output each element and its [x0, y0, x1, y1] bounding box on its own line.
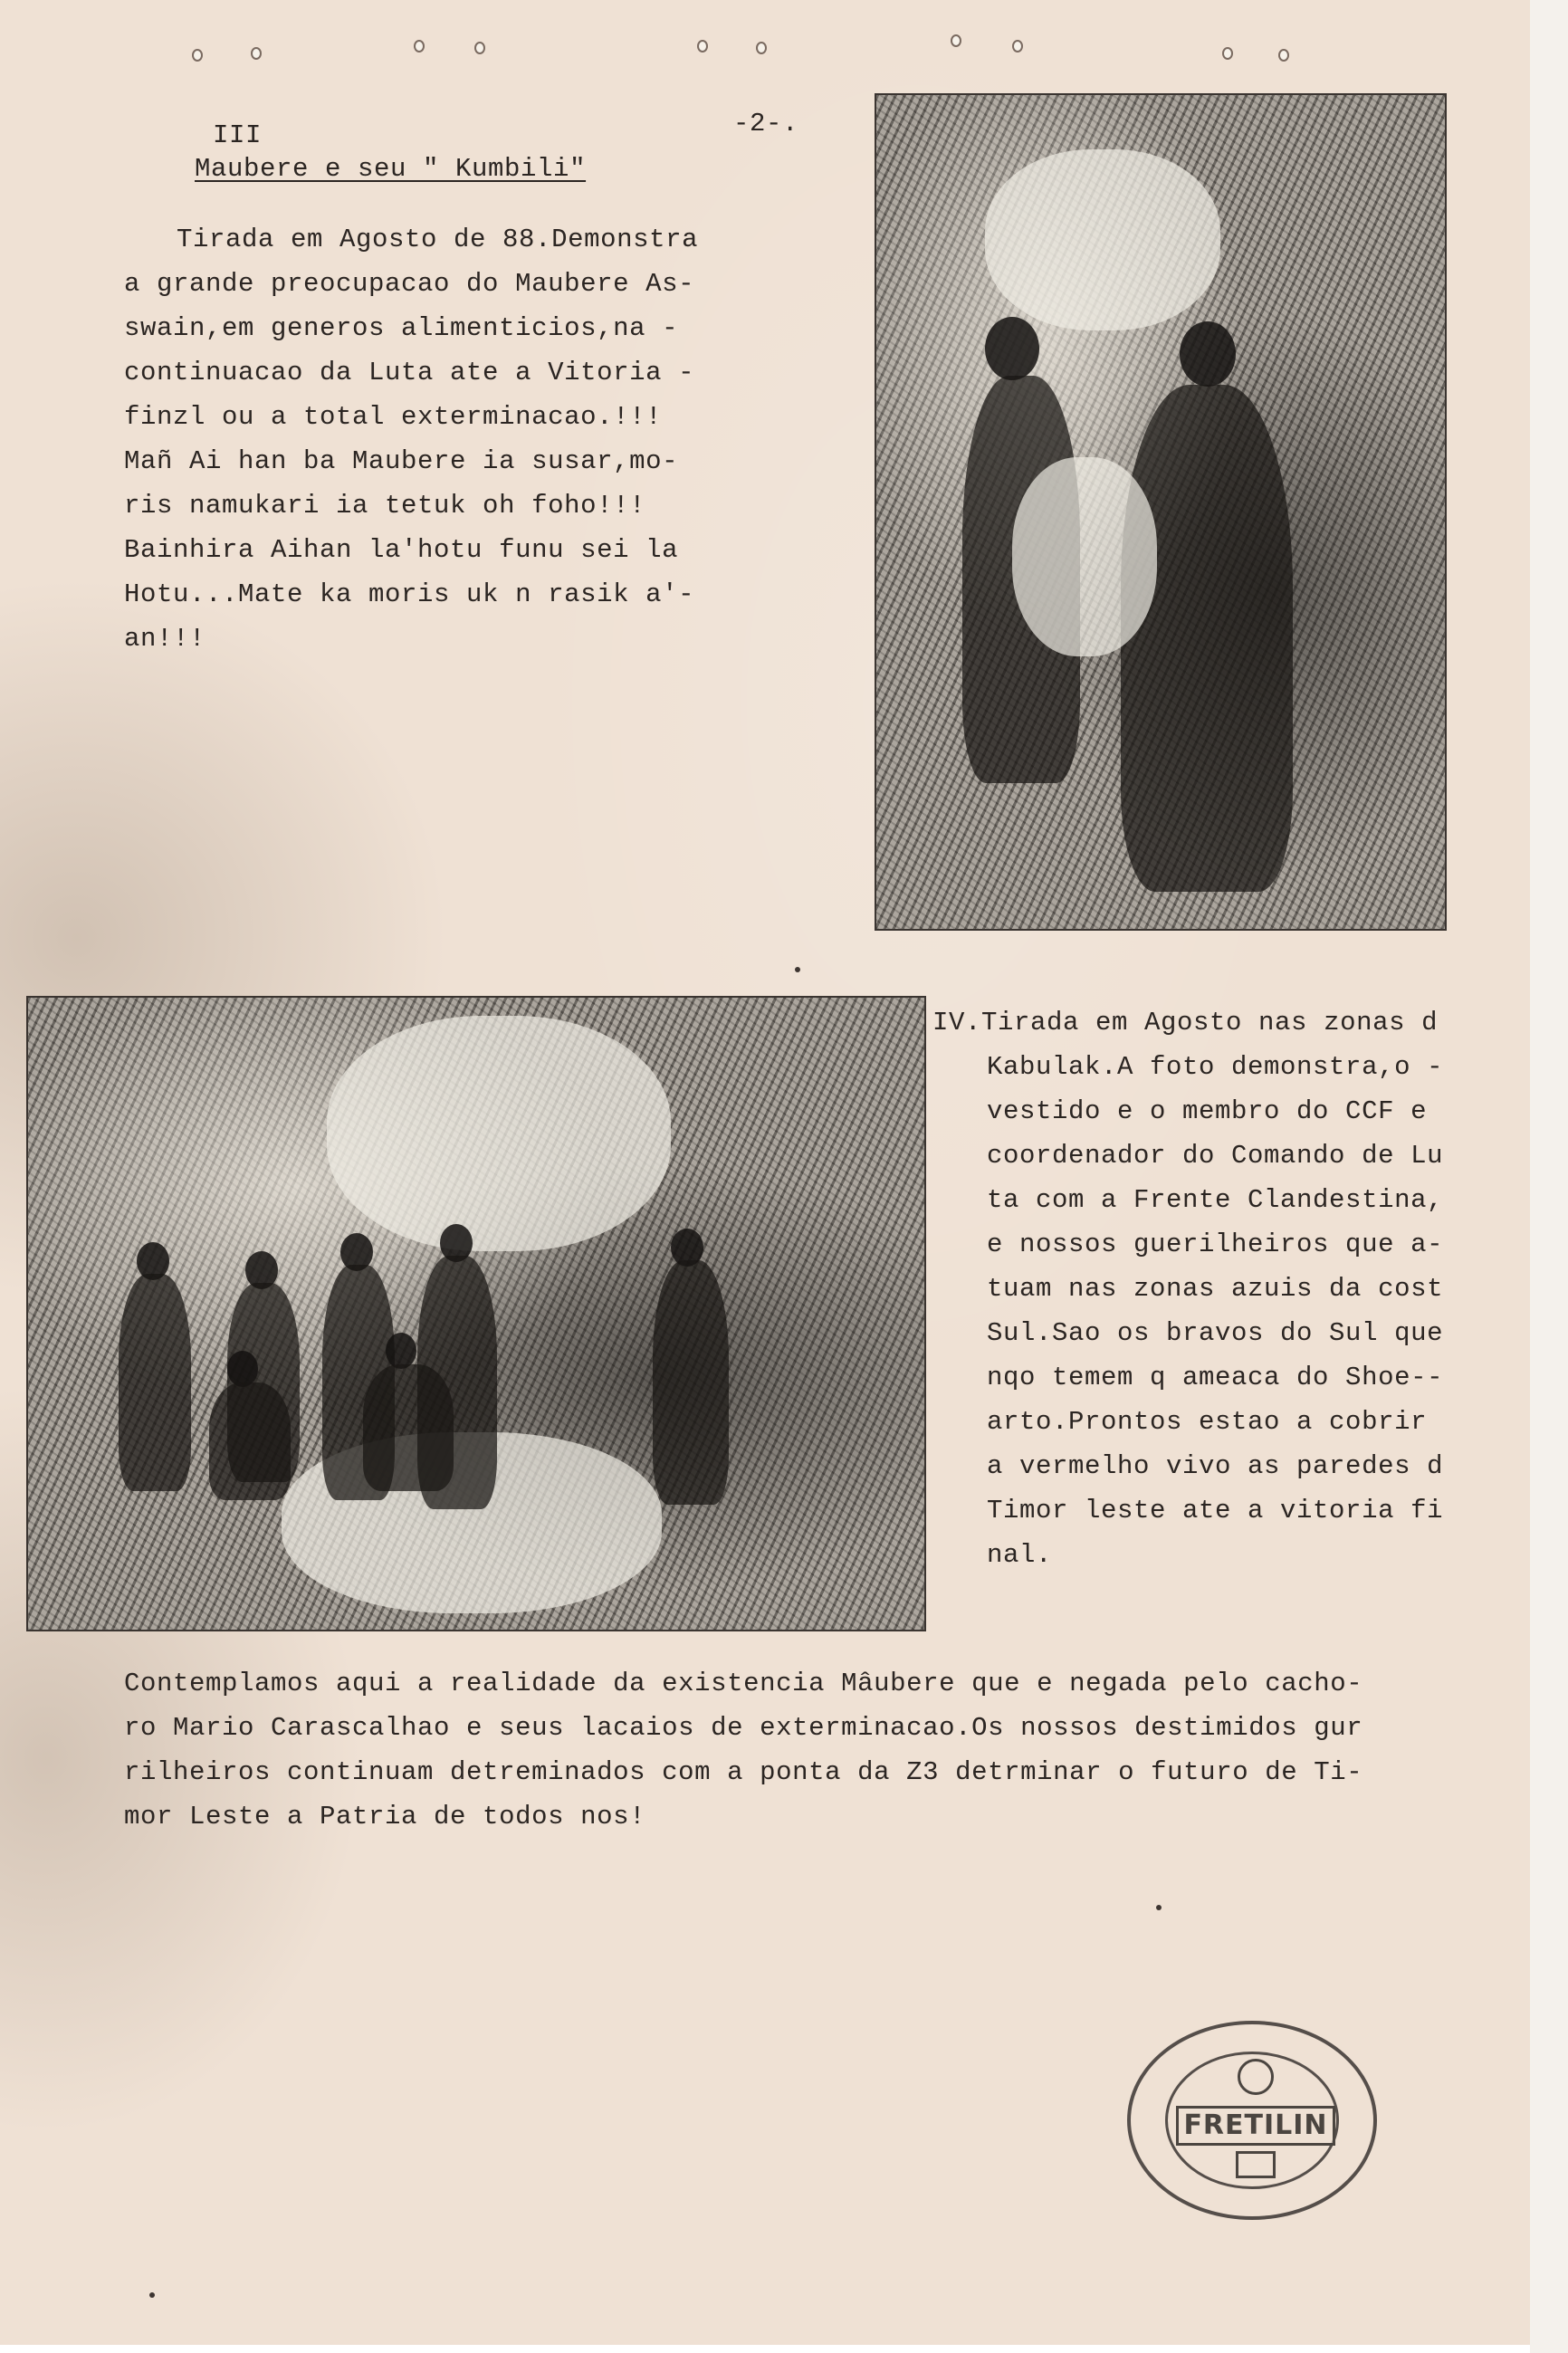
section-iii-paragraph [124, 217, 698, 661]
ink-dot [1156, 1905, 1162, 1910]
photo-guerrilla-group [26, 996, 926, 1631]
text-line: e nossos guerilheiros que a- [987, 1229, 1444, 1259]
closing-paragraph [124, 1661, 1362, 1839]
text-line: a grande preocupacao do Maubere As- [124, 269, 695, 299]
stamp-text: FRETILIN [1176, 2106, 1335, 2146]
stamp-flag-icon [1236, 2151, 1276, 2178]
text-line: an!!! [124, 624, 206, 654]
photo-figure-head [1180, 321, 1236, 387]
text-line: coordenador do Comando de Lu [987, 1141, 1444, 1171]
text-line: Tirada em Agosto de 88.Demonstra [177, 225, 699, 254]
photo-figure-head [386, 1333, 416, 1369]
photo-highlight [327, 1016, 671, 1251]
text-line: Contemplamos aqui a realidade da existencia Mâubere que e negada pelo cacho- [124, 1669, 1363, 1698]
binder-hole [1278, 49, 1289, 62]
text-line: nqo temem q ameaca do Shoe-- [987, 1363, 1444, 1392]
binder-hole [1222, 47, 1233, 60]
ink-dot [795, 967, 800, 972]
binder-hole [1012, 40, 1023, 53]
text-line: Hotu...Mate ka moris uk n rasik a'- [124, 579, 695, 609]
fretilin-stamp [1127, 2021, 1377, 2220]
text-line: continuacao da Luta ate a Vitoria - [124, 358, 695, 387]
photo-figure-head [985, 317, 1039, 380]
text-line: swain,em generos alimenticios,na - [124, 313, 679, 343]
text-line: arto.Prontos estao a cobrir [987, 1407, 1428, 1437]
text-line: finzl ou a total exterminacao.!!! [124, 402, 663, 432]
text-line: Sul.Sao os bravos do Sul que [987, 1318, 1444, 1348]
photo-figure-body [1121, 385, 1293, 892]
photo-figure-head [227, 1351, 258, 1387]
photo-figure-body [119, 1274, 191, 1491]
photo-figure-body [653, 1260, 729, 1505]
binder-hole [251, 47, 262, 60]
photo-maubere-kumbili [875, 93, 1447, 931]
text-line: ro Mario Carascalhao e seus lacaios de exterminacao.Os nossos destimidos gur [124, 1713, 1363, 1743]
binder-hole [414, 40, 425, 53]
ink-dot [149, 2292, 155, 2298]
text-line: Kabulak.A foto demonstra,o - [987, 1052, 1444, 1082]
text-line: rilheiros continuam detreminados com a ponta da Z3 detrminar o futuro de Ti- [124, 1757, 1363, 1787]
photo-highlight [985, 149, 1220, 330]
text-line: ta com a Frente Clandestina, [987, 1185, 1444, 1215]
text-line: nal. [987, 1540, 1053, 1570]
text-line: vestido e o membro do CCF e [987, 1096, 1428, 1126]
scan-margin [1530, 0, 1568, 2353]
photo-figure-body [209, 1382, 291, 1500]
binder-hole [756, 42, 767, 54]
text-line: Bainhira Aihan la'hotu funu sei la [124, 535, 679, 565]
photo-figure-body [363, 1364, 454, 1491]
text-line: tuam nas zonas azuis da cost [987, 1274, 1444, 1304]
section-number: III [213, 120, 263, 150]
page-number: -2-. [733, 109, 799, 139]
text-line: a vermelho vivo as paredes d [987, 1451, 1444, 1481]
section-iv-first-line: IV.Tirada em Agosto nas zonas d [932, 1008, 1439, 1038]
text-line: ris namukari ia tetuk oh foho!!! [124, 491, 646, 521]
binder-hole [474, 42, 485, 54]
text-line: Mañ Ai han ba Maubere ia susar,mo- [124, 446, 679, 476]
binder-hole [697, 40, 708, 53]
binder-hole [951, 34, 961, 47]
stamp-emblem-icon [1238, 2059, 1274, 2095]
section-iv-paragraph [987, 1045, 1443, 1577]
section-title: Maubere e seu " Kumbili" [195, 154, 587, 184]
text-line: mor Leste a Patria de todos nos! [124, 1802, 646, 1832]
photo-sack [1012, 457, 1157, 656]
text-line: Timor leste ate a vitoria fi [987, 1496, 1444, 1526]
binder-hole [192, 49, 203, 62]
